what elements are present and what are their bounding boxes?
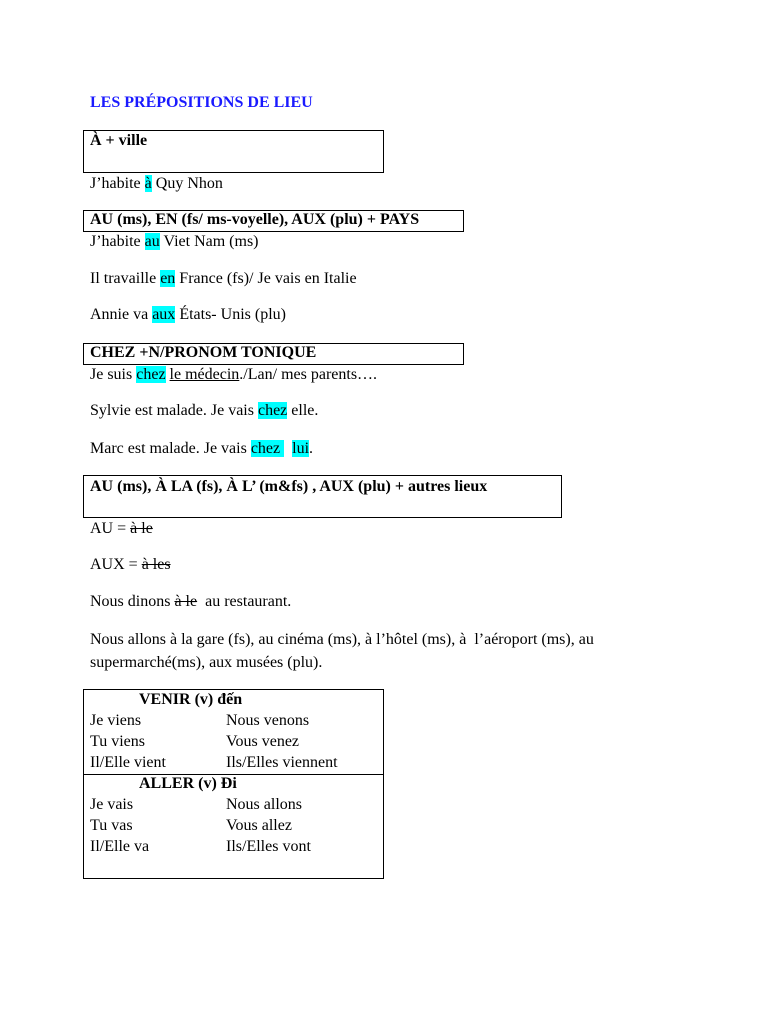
- text: Sylvie est malade. Je vais: [90, 402, 258, 419]
- strikethrough-text: à le: [174, 593, 198, 610]
- example-ville-1: [90, 175, 223, 193]
- text: Nous dinons: [90, 593, 175, 610]
- example-lieux-1: [90, 593, 291, 611]
- text: elle.: [287, 402, 319, 419]
- aller-row-3-left: Il/Elle va: [90, 838, 150, 855]
- conjugation-table: [83, 689, 384, 879]
- equation-aux: [90, 556, 171, 574]
- text: [284, 440, 292, 457]
- example-lieux-2-line2: supermarché(ms), aux musées (plu).: [90, 654, 323, 671]
- highlight: chez: [250, 440, 285, 457]
- page-title: LES PRÉPOSITIONS DE LIEU: [90, 94, 313, 111]
- text: AUX =: [90, 556, 142, 573]
- venir-row-1-right: Nous venons: [226, 712, 310, 729]
- example-chez-2: [90, 402, 318, 420]
- text: .: [309, 440, 314, 457]
- strikethrough-text: à le: [130, 520, 153, 537]
- highlight: lui: [292, 440, 310, 457]
- aller-row-3-right: Ils/Elles vont: [226, 838, 311, 855]
- venir-heading: VENIR (v) đến: [139, 691, 243, 708]
- text: Marc est malade. Je vais: [90, 440, 251, 457]
- highlight: chez: [257, 402, 288, 419]
- heading-pays: AU (ms), EN (fs/ ms-voyelle), AUX (plu) + PAYS: [90, 211, 420, 228]
- example-pays-1: [90, 233, 259, 251]
- text: France (fs)/ Je vais en Italie: [175, 270, 357, 287]
- heading-chez: CHEZ +N/PRONOM TONIQUE: [90, 344, 317, 361]
- text: AU =: [90, 520, 131, 537]
- text: ./Lan/ mes parents….: [239, 366, 378, 383]
- text: Il travaille: [90, 270, 161, 287]
- text: Annie va: [90, 306, 153, 323]
- aller-row-2-left: Tu vas: [90, 817, 133, 834]
- text: Quy Nhon: [151, 175, 223, 192]
- strikethrough-text: à les: [141, 556, 171, 573]
- highlight: aux: [152, 306, 176, 323]
- example-pays-2: [90, 270, 357, 288]
- venir-row-2-left: Tu viens: [90, 733, 145, 750]
- text: J’habite: [90, 175, 145, 192]
- aller-heading: ALLER (v) Đi: [139, 775, 237, 792]
- example-chez-1: [90, 366, 377, 384]
- text: au restaurant.: [197, 593, 292, 610]
- venir-row-1-left: Je viens: [90, 712, 142, 729]
- venir-row-3-right: Ils/Elles viennent: [226, 754, 338, 771]
- aller-row-1-right: Nous allons: [226, 796, 302, 813]
- highlight: au: [144, 233, 160, 250]
- highlight: en: [160, 270, 176, 287]
- highlight: chez: [136, 366, 166, 383]
- equation-au: [90, 520, 153, 538]
- aller-row-1-left: Je vais: [90, 796, 134, 813]
- heading-lieux: AU (ms), À LA (fs), À L’ (m&fs) , AUX (plu) + autres lieux: [90, 478, 488, 495]
- venir-row-2-right: Vous venez: [226, 733, 300, 750]
- text: Je suis: [90, 366, 137, 383]
- example-lieux-2-line1: Nous allons à la gare (fs), au cinéma (ms), à l’hôtel (ms), à l’aéroport (ms), au: [90, 631, 594, 648]
- heading-ville: À + ville: [90, 132, 148, 149]
- text: J’habite: [90, 233, 145, 250]
- venir-row-3-left: Il/Elle vient: [90, 754, 166, 771]
- underlined-text: le médecin: [169, 366, 240, 383]
- text: États- Unis (plu): [175, 306, 286, 323]
- aller-row-2-right: Vous allez: [226, 817, 292, 834]
- text: Viet Nam (ms): [159, 233, 259, 250]
- example-pays-3: [90, 306, 286, 324]
- highlight: à: [144, 175, 152, 192]
- example-chez-3: [90, 440, 313, 458]
